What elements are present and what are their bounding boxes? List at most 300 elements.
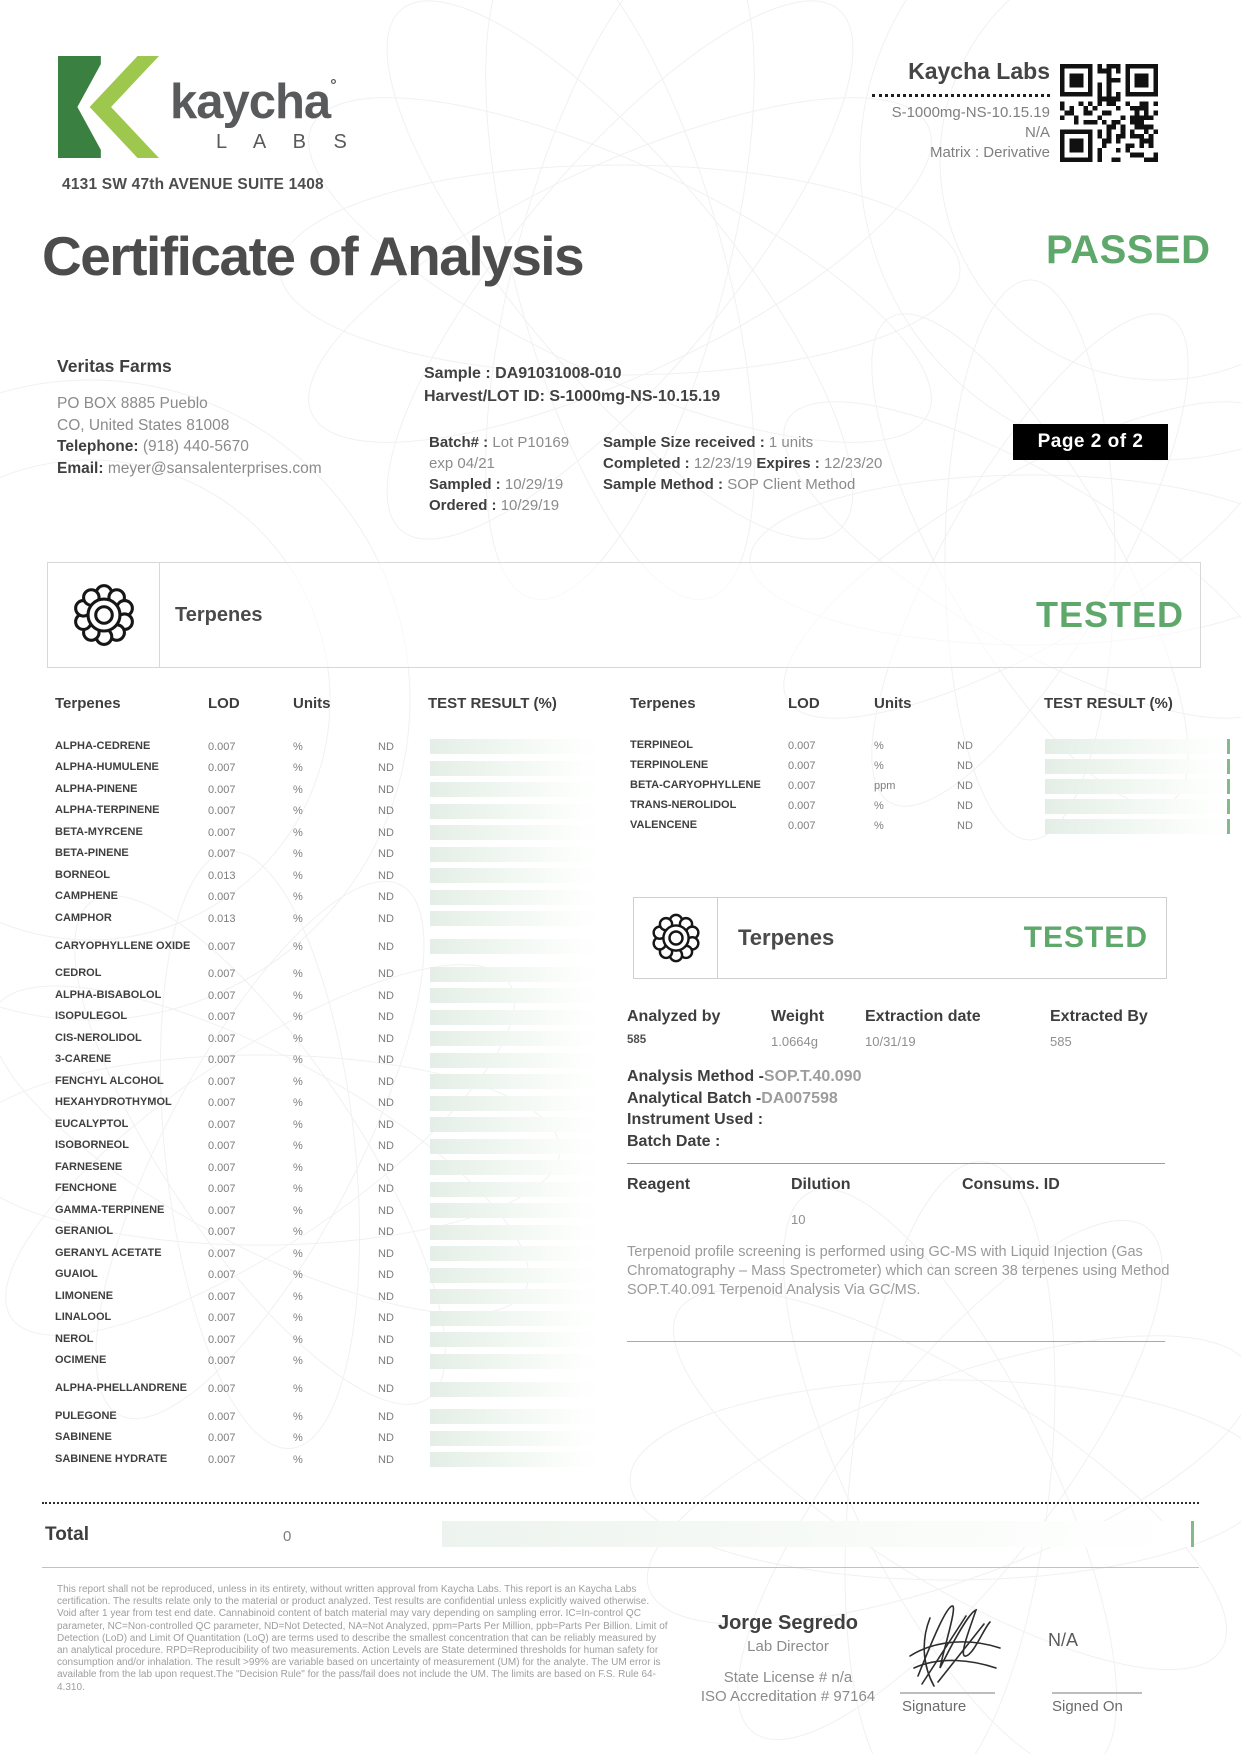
table-header (630, 695, 1230, 713)
signed-on-line (1052, 1692, 1142, 1694)
result-value: ND (378, 1453, 394, 1466)
dilution-value: 10 (791, 1212, 806, 1227)
units-value: % (293, 968, 303, 981)
result-bar (1045, 759, 1230, 774)
signer-title: Lab Director (747, 1638, 829, 1655)
result-bar (430, 1268, 600, 1283)
result-value: ND (378, 1097, 394, 1110)
table-row (45, 1308, 600, 1330)
units-value: % (874, 760, 884, 772)
result-bar (430, 1031, 600, 1046)
sample-code-line2: N/A (1024, 124, 1050, 141)
result-value: ND (378, 940, 394, 953)
terpene-name: FENCHONE (55, 1182, 117, 1195)
lod-value: 0.007 (208, 1097, 236, 1110)
result-bar (430, 1382, 600, 1397)
lod-value: 0.007 (208, 1118, 236, 1131)
terpene-name: BETA-CARYOPHYLLENE (630, 779, 761, 792)
result-bar (430, 939, 600, 954)
result-bar (430, 1431, 600, 1446)
qr-code (1060, 64, 1158, 162)
terpene-name: ISOBORNEOL (55, 1139, 129, 1152)
dotted-divider (872, 94, 1050, 97)
result-value: ND (378, 1333, 394, 1346)
terpene-name: BETA-MYRCENE (55, 825, 143, 838)
table-row (630, 776, 1230, 796)
terpene-name: ALPHA-BISABOLOL (55, 988, 162, 1001)
result-bar (430, 1332, 600, 1347)
signature-line (900, 1692, 995, 1694)
result-tick (1227, 779, 1230, 794)
terpene-name: TERPINEOL (630, 739, 693, 752)
analysis-meta (627, 1008, 1165, 1064)
lod-value: 0.007 (208, 968, 236, 981)
result-bar (430, 911, 600, 926)
completed-expires: Completed : 12/23/19 Expires : 12/23/20 (603, 455, 883, 472)
units-value: % (293, 1183, 303, 1196)
sample-method: Sample Method : SOP Client Method (603, 476, 856, 493)
terpene-name: CAMPHENE (55, 890, 118, 903)
result-value: ND (378, 989, 394, 1002)
units-value: % (293, 1075, 303, 1088)
units-value: % (293, 1011, 303, 1024)
table-row (45, 887, 600, 909)
table-row (45, 985, 600, 1007)
terpene-name: LIMONENE (55, 1289, 114, 1302)
divider (627, 1341, 1165, 1342)
reagent-block (627, 1176, 1165, 1240)
result-bar (1045, 819, 1230, 834)
ordered-date: Ordered : 10/29/19 (429, 497, 560, 514)
result-value: ND (378, 762, 394, 775)
units-value: % (874, 800, 884, 812)
units-value: % (293, 1333, 303, 1346)
terpene-name: ALPHA-HUMULENE (55, 761, 159, 774)
result-bar (430, 890, 600, 905)
result-value: ND (957, 820, 973, 832)
terpene-name: FENCHYL ALCOHOL (55, 1074, 164, 1087)
table-row (45, 1329, 600, 1351)
col-test-result: TEST RESULT (%) (1044, 695, 1173, 712)
units-value: % (293, 912, 303, 925)
table-row (45, 865, 600, 887)
result-bar (1045, 779, 1230, 794)
table-row (45, 1071, 600, 1093)
result-bar (430, 847, 600, 862)
terpene-name: HEXAHYDROTHYMOL (55, 1096, 172, 1109)
lod-value: 0.007 (208, 1247, 236, 1260)
batch-exp: exp 04/21 (429, 455, 495, 472)
result-bar (430, 782, 600, 797)
result-bar (430, 804, 600, 819)
col-terpenes: Terpenes (630, 695, 696, 712)
units-value: % (293, 762, 303, 775)
terpene-name: PULEGONE (55, 1409, 117, 1422)
result-bar (430, 1289, 600, 1304)
lod-value: 0.007 (208, 1453, 236, 1466)
terpenes-table-right (630, 695, 1230, 836)
result-bar (1045, 739, 1230, 754)
units-value: % (293, 1453, 303, 1466)
sample-detail-column (603, 432, 1033, 495)
table-row (45, 1428, 600, 1450)
terpene-name: FARNESENE (55, 1160, 123, 1173)
result-value: ND (378, 1183, 394, 1196)
result-value: ND (378, 805, 394, 818)
result-value: ND (378, 1247, 394, 1260)
units-value: % (293, 989, 303, 1002)
reagent-label: Reagent (627, 1176, 691, 1193)
lod-value: 0.007 (208, 1290, 236, 1303)
result-value: ND (378, 869, 394, 882)
table-row (45, 1449, 600, 1471)
terpene-name: CEDROL (55, 967, 102, 980)
result-bar (430, 868, 600, 883)
result-value: ND (378, 740, 394, 753)
lod-value: 0.007 (208, 940, 236, 953)
terpene-name: EUCALYPTOL (55, 1117, 129, 1130)
table-row (45, 908, 600, 930)
result-value: ND (378, 848, 394, 861)
weight-value: 1.0664g (771, 1034, 818, 1049)
signer-name: Jorge Segredo (717, 1612, 859, 1634)
batch-column (429, 432, 603, 516)
units-value: % (293, 1290, 303, 1303)
units-value: % (293, 848, 303, 861)
result-value: ND (378, 1383, 394, 1395)
lod-value: 0.007 (208, 783, 236, 796)
result-bar (430, 1139, 600, 1154)
lod-value: 0.007 (208, 1355, 236, 1368)
result-bar (430, 739, 600, 754)
total-label: Total (45, 1524, 89, 1545)
client-phone: Telephone: (918) 440-5670 (57, 438, 249, 455)
lod-value: 0.007 (788, 760, 816, 772)
result-bar (430, 1182, 600, 1197)
units-value: % (874, 740, 884, 752)
lod-value: 0.007 (208, 1226, 236, 1239)
terpene-name: VALENCENE (630, 819, 698, 832)
brand-wordmark: kaycha° (170, 75, 336, 129)
result-bar (430, 1203, 600, 1218)
signature-scribble (900, 1598, 1015, 1690)
units-value: % (293, 1383, 303, 1395)
result-value: ND (378, 1355, 394, 1368)
lod-value: 0.007 (788, 740, 816, 752)
consums-id-label: Consums. ID (962, 1176, 1060, 1193)
lod-value: 0.007 (208, 891, 236, 904)
units-value: % (293, 1312, 303, 1325)
result-value: ND (957, 780, 973, 792)
matrix-type: Matrix : Derivative (929, 144, 1050, 161)
result-value: ND (378, 1075, 394, 1088)
result-bar (430, 1160, 600, 1175)
terpenes-summary-band (633, 897, 1167, 979)
left-rows (45, 736, 600, 1471)
sample-code: S-1000mg-NS-10.15.19 (891, 104, 1050, 121)
total-result-bar (442, 1521, 1194, 1547)
lod-value: 0.007 (208, 989, 236, 1002)
terpene-icon-cell (634, 898, 718, 978)
table-row (45, 779, 600, 801)
table-row (45, 1028, 600, 1050)
lod-value: 0.007 (208, 1161, 236, 1174)
terpenes-section-band (47, 562, 1201, 668)
table-row (45, 822, 600, 844)
kaycha-logo-mark (58, 56, 160, 158)
status-tested: TESTED (1023, 921, 1148, 954)
terpene-name: LINALOOL (55, 1311, 112, 1324)
flower-icon (71, 582, 137, 648)
units-value: % (293, 940, 303, 953)
sample-id-block (424, 362, 720, 408)
page-title: Certificate of Analysis (42, 225, 584, 287)
col-test-result: TEST RESULT (%) (428, 695, 557, 712)
units-value: % (293, 1432, 303, 1445)
signed-on-value: N/A (1048, 1630, 1079, 1650)
client-block (57, 356, 322, 479)
terpene-name: ISOPULEGOL (55, 1010, 128, 1023)
result-bar (430, 1354, 600, 1369)
sample-size: Sample Size received : 1 units (603, 434, 814, 451)
units-value: % (293, 1161, 303, 1174)
result-bar (430, 825, 600, 840)
sampled-date: Sampled : 10/29/19 (429, 476, 564, 493)
result-bar (1045, 799, 1230, 814)
result-value: ND (378, 1432, 394, 1445)
col-units: Units (293, 695, 331, 712)
units-value: % (293, 1226, 303, 1239)
terpenes-table-left (45, 695, 600, 1471)
units-value: % (293, 891, 303, 904)
result-value: ND (378, 1011, 394, 1024)
result-value: ND (378, 1226, 394, 1239)
page-badge: Page 2 of 2 (1013, 424, 1168, 460)
table-row (45, 844, 600, 866)
col-terpenes: Terpenes (55, 695, 121, 712)
result-bar (430, 1096, 600, 1111)
terpene-name: NEROL (55, 1332, 94, 1345)
result-value: ND (378, 912, 394, 925)
client-address2: CO, United States 81008 (57, 416, 230, 434)
lod-value: 0.007 (208, 1204, 236, 1217)
result-value: ND (378, 783, 394, 796)
result-value: ND (378, 891, 394, 904)
terpene-name: SABINENE HYDRATE (55, 1452, 168, 1465)
terpene-name: OCIMENE (55, 1354, 107, 1367)
table-row (45, 1114, 600, 1136)
lod-value: 0.013 (208, 869, 236, 882)
result-bar (430, 988, 600, 1003)
result-tick (1227, 799, 1230, 814)
dilution-label: Dilution (791, 1176, 851, 1193)
units-value: % (293, 805, 303, 818)
table-row (630, 816, 1230, 836)
result-bar (430, 1074, 600, 1089)
result-value: ND (378, 1312, 394, 1325)
result-value: ND (957, 800, 973, 812)
lod-value: 0.007 (208, 762, 236, 775)
table-row (630, 756, 1230, 776)
lod-value: 0.007 (208, 1312, 236, 1325)
flower-icon (650, 912, 702, 964)
lod-value: 0.007 (208, 805, 236, 818)
terpene-name: 3-CARENE (55, 1053, 112, 1066)
result-tick (1227, 739, 1230, 754)
harvest-lot-id: Harvest/LOT ID: S-1000mg-NS-10.15.19 (424, 388, 721, 405)
result-value: ND (957, 740, 973, 752)
disclaimer-text: This report shall not be reproduced, unless in its entirety, without written approval from Kaycha Labs. This report is an Kaycha Labs certification. The results relate only to the material or product analyzed. Test results are confidential unless explicitly waived otherwise. Void after 1 year from test end date. Cannabinoid content of batch material may vary depending on sampling error. IC=In-control QC parameter, NC=Non-controlled QC parameter, ND=Not Detected, NA=Not Analyzed, ppm=Parts Per Million, ppb=Parts Per Billion. Limit of Detection (LoD) and Limit Of Quantitation (LoQ) are terms used to describe the smallest concentration that can be reliably measured by an analytical procedure. RPD=Reproducibility of two measurements. Action Levels are State determined thresholds for human safety for consumption and/or inhalation. The result >99% are variable based on uncertainty of measurement (UM) for the analyte. The UM error is available from the lab upon request.The "Decision Rule" for the pass/fail does not include the UM. The limits are based on F.S. Rule 64-4.310. (57, 1584, 668, 1693)
result-value: ND (378, 1118, 394, 1131)
terpene-icon-cell (48, 563, 160, 667)
signer-block (688, 1612, 888, 1705)
result-value: ND (378, 1204, 394, 1217)
lod-value: 0.007 (208, 1054, 236, 1067)
lod-value: 0.007 (208, 1075, 236, 1088)
col-units: Units (874, 695, 912, 712)
batch-number: Batch# : Lot P10169 (429, 434, 570, 451)
sample-id: Sample : DA91031008-010 (424, 365, 622, 382)
result-value: ND (378, 1410, 394, 1423)
result-bar (430, 1246, 600, 1261)
table-row (45, 1136, 600, 1158)
terpene-name: GERANYL ACETATE (55, 1246, 162, 1259)
terpene-name: SABINENE (55, 1431, 112, 1444)
client-name: Veritas Farms (57, 356, 172, 376)
units-value: % (874, 820, 884, 832)
table-row (45, 1243, 600, 1265)
terpene-name: GERANIOL (55, 1225, 114, 1238)
table-row (45, 1406, 600, 1428)
terpene-name: BORNEOL (55, 868, 110, 881)
section-title: Terpenes (738, 925, 835, 950)
units-value: % (293, 1097, 303, 1110)
table-row (45, 1372, 600, 1406)
lod-value: 0.007 (208, 1032, 236, 1045)
table-row (45, 801, 600, 823)
extracted-by-value: 585 (1050, 1034, 1072, 1049)
terpene-name: ALPHA-PHELLANDRENE (55, 1382, 187, 1395)
terpene-name: CARYOPHYLLENE OXIDE (55, 939, 191, 952)
table-row (45, 1157, 600, 1179)
units-value: % (293, 1054, 303, 1067)
lod-value: 0.007 (788, 820, 816, 832)
lab-address: 4131 SW 47th AVENUE SUITE 1408 (62, 176, 324, 193)
units-value: % (293, 826, 303, 839)
result-value: ND (378, 1269, 394, 1282)
terpene-name: ALPHA-TERPINENE (55, 804, 160, 817)
footer-separator (42, 1567, 1199, 1568)
result-bar (430, 1225, 600, 1240)
units-value: % (293, 1269, 303, 1282)
weight-label: Weight (771, 1008, 825, 1025)
table-row (45, 1050, 600, 1072)
lod-value: 0.013 (208, 912, 236, 925)
lod-value: 0.007 (208, 1269, 236, 1282)
batch-date: Batch Date : (627, 1132, 721, 1150)
table-row (45, 964, 600, 986)
result-value: ND (378, 1032, 394, 1045)
terpene-name: ALPHA-PINENE (55, 782, 138, 795)
result-bar (430, 967, 600, 982)
lab-name: Kaycha Labs (908, 58, 1050, 84)
extraction-date-label: Extraction date (865, 1008, 981, 1025)
table-row (45, 1265, 600, 1287)
table-row (45, 1286, 600, 1308)
units-value: % (293, 1247, 303, 1260)
lod-value: 0.007 (208, 1140, 236, 1153)
units-value: % (293, 1204, 303, 1217)
table-row (45, 1351, 600, 1373)
table-row (45, 1222, 600, 1244)
result-value: ND (378, 1140, 394, 1153)
table-row (630, 736, 1230, 756)
units-value: % (293, 869, 303, 882)
result-bar (430, 1452, 600, 1467)
result-bar (430, 1409, 600, 1424)
analytical-batch: Analytical Batch -DA007598 (627, 1089, 838, 1107)
table-header (45, 695, 600, 713)
result-value: ND (378, 1290, 394, 1303)
terpene-name: BETA-PINENE (55, 847, 129, 860)
col-lod: LOD (788, 695, 820, 712)
result-value: ND (378, 1054, 394, 1067)
table-row (45, 736, 600, 758)
terpene-name: TERPINOLENE (630, 759, 709, 772)
result-bar (430, 1117, 600, 1132)
table-row (45, 930, 600, 964)
lod-value: 0.007 (788, 780, 816, 792)
table-row (45, 1179, 600, 1201)
lod-value: 0.007 (208, 740, 236, 753)
instrument-used: Instrument Used : (627, 1111, 764, 1128)
units-value: ppm (874, 780, 896, 792)
col-lod: LOD (208, 695, 240, 712)
extraction-date-value: 10/31/19 (865, 1034, 916, 1049)
result-tick (1227, 819, 1230, 834)
signed-on-label: Signed On (1052, 1698, 1123, 1715)
analyzed-by-value: 585 (627, 1034, 647, 1046)
result-bar (430, 1053, 600, 1068)
total-value: 0 (283, 1528, 292, 1545)
terpene-name: CIS-NEROLIDOL (55, 1031, 142, 1044)
result-value: ND (378, 968, 394, 981)
analyzed-by-label: Analyzed by (627, 1008, 721, 1025)
client-email: Email: meyer@sansalenterprises.com (57, 459, 322, 477)
units-value: % (293, 1118, 303, 1131)
result-value: ND (378, 1161, 394, 1174)
units-value: % (293, 1355, 303, 1368)
trademark-mark: ° (330, 77, 336, 94)
table-row (45, 1007, 600, 1029)
terpene-name: TRANS-NEROLIDOL (630, 799, 737, 812)
units-value: % (293, 1140, 303, 1153)
terpene-name: GAMMA-TERPINENE (55, 1203, 165, 1216)
divider (627, 1163, 1165, 1164)
result-bar (430, 1010, 600, 1025)
right-rows (630, 736, 1230, 836)
units-value: % (293, 1410, 303, 1423)
total-separator (42, 1502, 1199, 1504)
terpene-name: CAMPHOR (55, 911, 112, 924)
table-row (630, 796, 1230, 816)
units-value: % (293, 740, 303, 753)
lod-value: 0.007 (208, 848, 236, 861)
signature-label: Signature (902, 1698, 967, 1715)
table-row (45, 758, 600, 780)
sample-code-box (770, 58, 1050, 163)
method-note: Terpenoid profile screening is performed using GC-MS with Liquid Injection (Gas Chromatography – Mass Spectrometer) which can screen 38 terpenes using Method SOP.T.40.091 Terpenoid Analysis Via GC/MS. (627, 1244, 1170, 1299)
